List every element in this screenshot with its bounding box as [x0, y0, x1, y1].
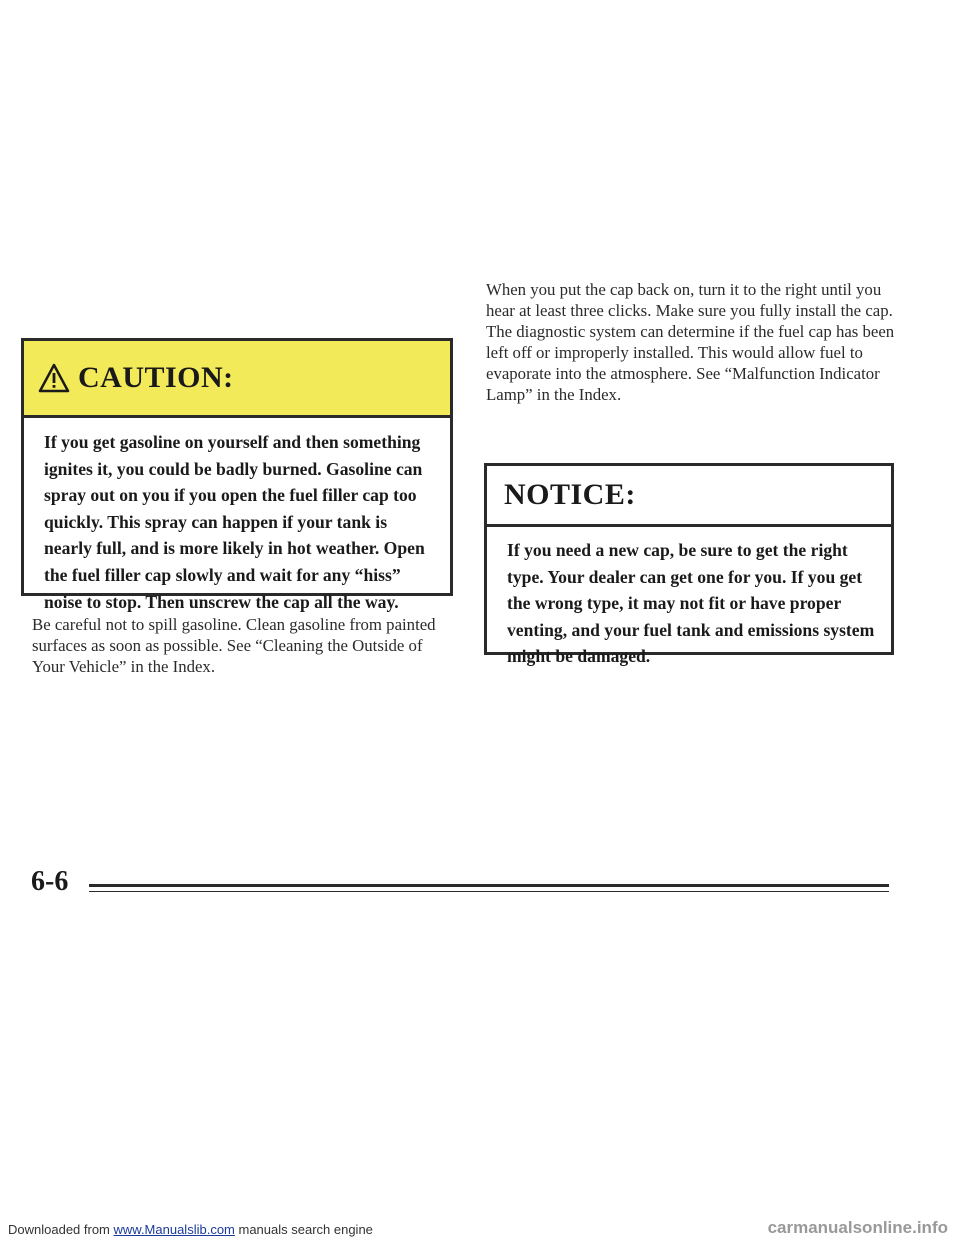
notice-title: NOTICE: — [504, 478, 636, 511]
footer-rule-thin — [89, 891, 889, 892]
watermark: carmanualsonline.info — [767, 1218, 948, 1237]
notice-text: If you need a new cap, be sure to get the right type. Your dealer can get one for you. If you get the wrong type, it may not fit or have proper venting, and your fuel tank and emissions system might be damaged. — [507, 540, 875, 667]
download-prefix: Downloaded from — [8, 1222, 114, 1237]
download-suffix: manuals search engine — [234, 1222, 373, 1237]
spill-warning-paragraph: Be careful not to spill gasoline. Clean gasoline from painted surfaces as soon as possible. See “Cleaning the Outside of Your Vehicle” in the Index. — [32, 615, 436, 676]
footer-rule — [89, 884, 889, 887]
cap-install-paragraph: When you put the cap back on, turn it to the right until you hear at least three clicks. Make sure you fully install the cap. The diagnostic system can determine if the fuel cap has been left off or improperly installed. This would allow fuel to evaporate into the atmosphere. See “Malfunction Indicator Lamp” in the Index. — [486, 280, 895, 404]
page-number: 6-6 — [31, 866, 69, 897]
notice-box — [484, 463, 894, 667]
caution-title: CAUTION: — [78, 361, 234, 394]
caution-header — [24, 341, 450, 418]
notice-header — [487, 466, 891, 527]
manualslib-link[interactable]: www.Manualslib.com — [113, 1222, 235, 1237]
warning-triangle-icon — [38, 363, 70, 393]
caution-text: If you get gasoline on yourself and then something ignites it, you could be badly burned. Gasoline can spray out on you if you open the fuel filler cap too quickly. This spray can happen if your tank is nearly full, and is more likely in hot weather. Open the fuel filler cap slowly and wait for any “hiss” noise to stop. Then unscrew the cap all the way. — [44, 432, 425, 612]
caution-box — [21, 338, 453, 612]
download-credit — [8, 1222, 373, 1237]
